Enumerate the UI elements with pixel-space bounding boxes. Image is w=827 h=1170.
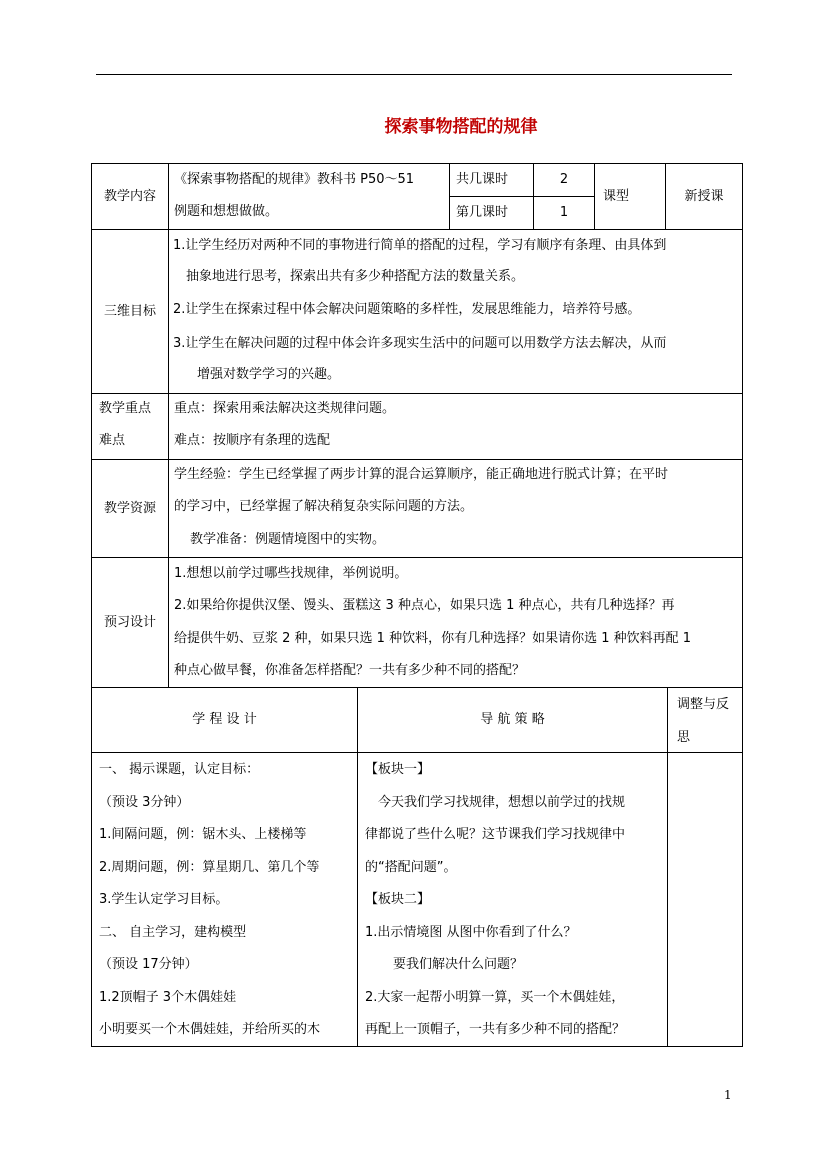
guide-text: 【板块二】 (365, 892, 431, 907)
adjust-header: 调整与反 (677, 697, 730, 712)
goals-label: 三维目标 (103, 303, 156, 319)
resource-text: 学生经验：学生已经掌握了两步计算的混合运算顺序，能正确地进行脱式计算；在平时 (174, 467, 669, 482)
row-divider (91, 459, 743, 460)
content-text: 《探索事物搭配的规律》教科书 P50～51 (174, 172, 415, 187)
learning-text: 二、 自主学习，建构模型 (99, 925, 247, 940)
guide-text: 今天我们学习找规律，想想以前学过的找规 (378, 795, 626, 810)
guide-text: 【板块一】 (365, 762, 431, 777)
learning-text: 一、 揭示课题，认定目标： (99, 762, 260, 777)
content-label: 教学内容 (103, 188, 156, 204)
document-title: 探索事物搭配的规律 (384, 117, 538, 137)
goal-item: 增强对数学学习的兴趣。 (197, 367, 341, 382)
goal-item: 1.让学生经历对两种不同的事物进行简单的搭配的过程，学习有顺序有条理、由具体到 (173, 238, 667, 253)
row-divider (91, 557, 743, 558)
resource-text: 教学准备：例题情境图中的实物。 (190, 532, 386, 547)
preview-text: 给提供牛奶、豆浆 2 种，如果只选 1 种饮料，你有几种选择？如果请你选 1 种饮料再配 1 (174, 631, 692, 646)
preview-text: 2.如果给你提供汉堡、馒头、蛋糕这 3 种点心，如果只选 1 种点心，共有几种选择？再 (174, 598, 675, 613)
lesson-type-value: 新授课 (684, 188, 724, 204)
total-lessons-label: 共几课时 (456, 172, 509, 187)
learning-text: 1.2顶帽子 3个木偶娃娃 (99, 990, 237, 1005)
lesson-number-label: 第几课时 (456, 205, 509, 220)
lesson-type-label: 课型 (603, 188, 630, 204)
table-border (91, 1046, 743, 1047)
learning-text: 小明要买一个木偶娃娃，并给所买的木 (99, 1022, 321, 1037)
guide-text: 的“搭配问题”。 (365, 860, 457, 875)
table-border (742, 163, 743, 1047)
guide-strategy-header: 导 航 策 略 (480, 712, 545, 727)
guide-text: 1.出示情境图 从图中你看到了什么？ (365, 925, 577, 940)
resource-text: 的学习中，已经掌握了解决稍复杂实际问题的方法。 (174, 499, 474, 514)
learning-text: 1.间隔问题，例：锯木头、上楼梯等 (99, 827, 307, 842)
total-lessons-value: 2 (559, 172, 569, 187)
goal-item: 抽象地进行思考，探索出共有多少种搭配方法的数量关系。 (186, 269, 525, 284)
preview-text: 种点心做早餐，你准备怎样搭配？一共有多少种不同的搭配？ (174, 663, 526, 678)
row-divider (91, 752, 743, 753)
learning-design-header: 学 程 设 计 (192, 712, 257, 727)
adjust-header: 思 (677, 730, 691, 745)
row-divider (91, 393, 743, 394)
guide-text: 要我们解决什么问题？ (393, 957, 524, 972)
learning-text: 3.学生认定学习目标。 (99, 892, 229, 907)
column-divider (168, 163, 169, 687)
preview-text: 1.想想以前学过哪些找规律，举例说明。 (174, 566, 408, 581)
goal-item: 3.让学生在解决问题的过程中体会许多现实生活中的问题可以用数学方法去解决，从而 (173, 336, 667, 351)
guide-text: 2.大家一起帮小明算一算，买一个木偶娃娃， (365, 990, 625, 1005)
page-number: 1 (724, 1088, 732, 1102)
key-point: 重点：探索用乘法解决这类规律问题。 (174, 401, 396, 416)
keypoints-label: 教学重点 (99, 401, 152, 416)
learning-text: 2.周期问题，例：算星期几、第几个等 (99, 860, 320, 875)
column-divider (667, 687, 668, 1047)
preview-label: 预习设计 (103, 614, 156, 630)
learning-text: （预设 17分钟） (99, 957, 198, 972)
difficult-point: 难点：按顺序有条理的选配 (174, 433, 331, 448)
lesson-number-value: 1 (559, 205, 569, 220)
goal-item: 2.让学生在探索过程中体会解决问题策略的多样性，发展思维能力，培养符号感。 (173, 302, 641, 317)
content-text: 例题和想想做做。 (174, 204, 279, 219)
keypoints-label: 难点 (99, 433, 126, 448)
resources-label: 教学资源 (103, 500, 156, 516)
learning-text: （预设 3分钟） (99, 795, 190, 810)
row-divider (91, 229, 743, 230)
guide-text: 再配上一顶帽子，一共有多少种不同的搭配？ (365, 1022, 626, 1037)
guide-text: 律都说了些什么呢？这节课我们学习找规律中 (365, 827, 626, 842)
header-rule (96, 74, 732, 75)
